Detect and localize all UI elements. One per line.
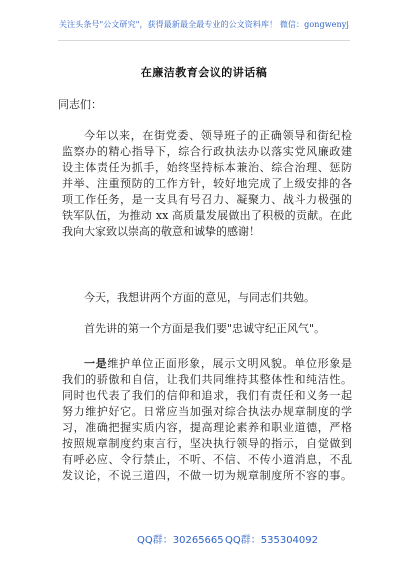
paragraph-3 — [84, 321, 325, 337]
paragraph-lead: 一是 — [84, 357, 108, 370]
salutation — [58, 97, 102, 113]
paragraph-line: 习，准确把握实质内容，提高理论素养和职业道德，严格 — [62, 421, 352, 434]
header-promo-note: 关注头条号"公文研究"，获得最新最全最专业的公文资料库！ 微信：gongwenyj — [59, 20, 349, 29]
paragraph-2 — [84, 290, 315, 306]
paragraph-4 — [62, 356, 352, 484]
paragraph-line: 设主体责任为抓手，始终坚持标本兼治、综合治理、惩防 — [62, 161, 352, 174]
paragraph-line: 首先讲的第一个方面是我们要"忠诚守纪正风气"。 — [84, 322, 326, 335]
paragraph-line: 维护单位正面形象，展示文明风貌。单位形象是 — [107, 357, 353, 370]
paragraph-line: 发议论，不说三道四，不做一切为规章制度所不容的事。 — [62, 469, 352, 482]
paragraph-first-line — [62, 356, 352, 372]
paragraph-line: 有呼必应、令行禁止，不听、不信、不传小道消息，不乱 — [62, 453, 352, 466]
paragraph-line: 按照规章制度约束言行，坚决执行领导的指示，自觉做到 — [62, 437, 352, 450]
paragraph-line: 我向大家致以崇高的敬意和诚挚的感谢！ — [62, 225, 260, 238]
paragraph-1 — [62, 128, 352, 240]
paragraph-line: 铁军队伍，为推动 xx 高质量发展做出了积极的贡献。在此 — [62, 209, 352, 222]
paragraph-line: 今年以来，在街党委、领导班子的正确领导和街纪检 — [84, 129, 352, 142]
document-title: 在廉洁教育会议的讲话稿 — [140, 66, 268, 79]
paragraph-line: 并举、注重预防的工作方针，较好地完成了上级安排的各 — [62, 177, 352, 190]
paragraph-line: 努力维护好它。日常应当加强对综合执法办规章制度的学 — [62, 405, 352, 418]
footer-qq-group-2: QQ群：535304092 — [225, 535, 319, 546]
paragraph-line: 同时也代表了我们的信仰和追求，我们有责任和义务一起 — [62, 389, 352, 402]
paragraph-line: 监察办的精心指导下，综合行政执法办以落实党风廉政建 — [62, 145, 352, 158]
paragraph-line: 今天，我想讲两个方面的意见，与同志们共勉。 — [84, 291, 315, 304]
salutation-text: 同志们： — [58, 98, 102, 111]
paragraph-line: 项工作任务，是一支具有号召力、凝聚力、战斗力极强的 — [62, 193, 352, 206]
footer-qq-group-1: QQ群：30265665 — [137, 535, 224, 546]
paragraph-line: 我们的骄傲和自信，让我们共同维持其整体性和纯洁性。 — [62, 373, 352, 386]
header-divider — [58, 40, 350, 41]
